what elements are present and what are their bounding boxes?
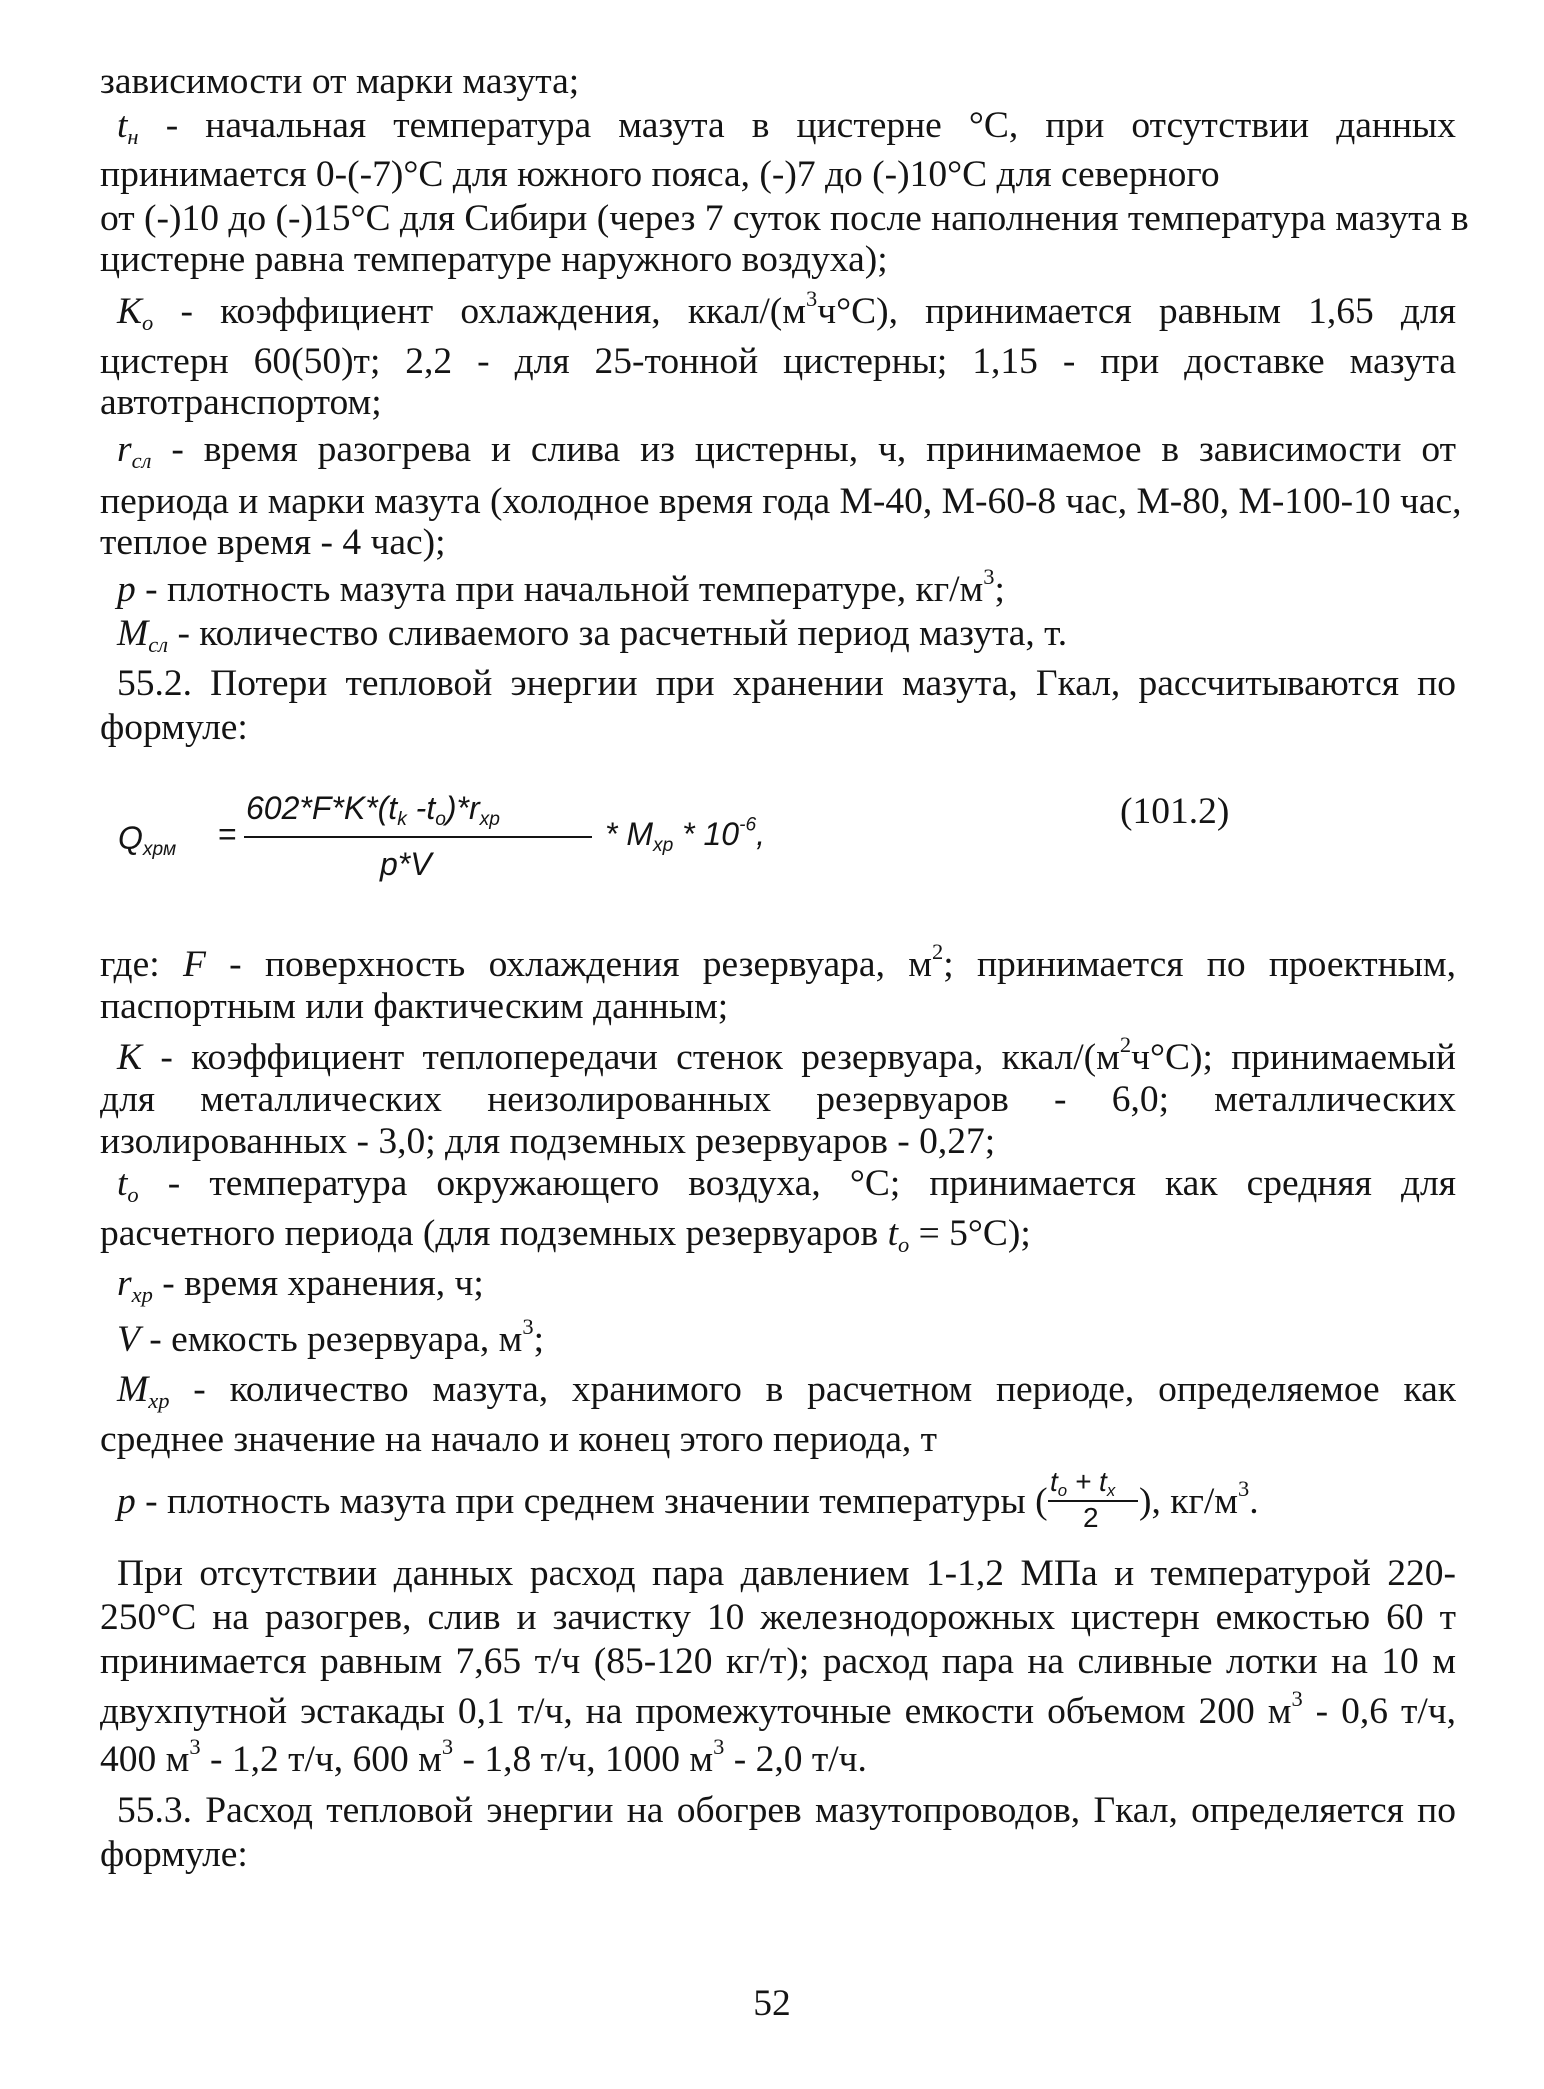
text-line: ), $кг/м^3$. <box>1139 1476 1259 1522</box>
section-heading-55-2: 55.2. Потери тепловой энергии при хранении мазута, Гкал, рассчитываются по <box>117 663 1456 704</box>
text-line: двухпутной эстакады 0,1 т/ч, на промежуточные емкости объемом 200 $м^3 - 0,6$ т/ч, <box>100 1686 1456 1732</box>
text-line: принимается 0-(-7)°С для южного пояса, (-)7 до (-)10°С для северного <box>100 154 1220 195</box>
inline-fraction-numerator: $t_o + t_x$ <box>1050 1466 1116 1501</box>
formula-equals: = <box>218 816 237 852</box>
page-number: 52 <box>753 1983 791 2024</box>
definition-f: где: F - поверхность охлаждения резервуара, $м^2$; принимается по проектным, <box>100 939 1457 985</box>
definition-m-sl: $М_{сл}$ - количество сливаемого за расчетный период мазута, т. <box>117 613 1068 657</box>
formula-denominator: p*V <box>380 846 432 882</box>
text-line: от (-)10 до (-)15°С для Сибири (через 7 суток после наполнения температура мазута в <box>100 198 1469 239</box>
definition-m-xp: $М_{хр}$ - количество мазута, хранимого в расчетном периоде, определяемое как <box>117 1369 1456 1413</box>
text-line: зависимости от марки мазута; <box>100 61 580 102</box>
text-line: среднее значение на начало и конец этого периода, т <box>100 1419 938 1460</box>
text-line: автотранспортом; <box>100 382 382 423</box>
text-line: периода и марки мазута (холодное время года М-40, М-60-8 час, М-80, М-100-10 час, <box>100 481 1462 522</box>
definition-t-o: $t_o$ - температура окружающего воздуха, °С; принимается как средняя для <box>117 1163 1456 1207</box>
inline-fraction-denominator: 2 <box>1083 1502 1099 1533</box>
definition-rho: р - плотность мазута при начальной температуре, $кг/м^3$; <box>117 564 1005 610</box>
formula-tail: * $M_{xp} * 10^{-6}$, <box>605 814 766 856</box>
paragraph-steam: При отсутствии данных расход пара давлением 1-1,2 МПа и температурой 220- <box>117 1553 1456 1594</box>
text-line: расчетного периода (для подземных резервуаров $t_o = 5^\circ С$); <box>100 1213 1031 1257</box>
text-line: цистерне равна температуре наружного воздуха); <box>100 239 888 280</box>
text-line: 400 $м^3 - 1,2$ т/ч, 600 $м^3 - 1,8$ т/ч, 1000 $м^3 - 2,0$ т/ч. <box>100 1734 867 1780</box>
text-line: изолированных - 3,0; для подземных резервуаров - 0,27; <box>100 1121 996 1162</box>
formula-numerator: $602*F*K*(t_k$ $-t_o)*r_{xp}$ <box>246 790 500 830</box>
definition-k-o: $K_o$ - коэффициент охлаждения, ккал/$(м^3ч^\circ С)$, принимается равным 1,65 для <box>117 286 1456 335</box>
section-heading-55-3: 55.3. Расход тепловой энергии на обогрев мазутопроводов, Гкал, определяется по <box>117 1790 1456 1831</box>
text-line: принимается равным 7,65 т/ч (85-120 кг/т); расход пара на сливные лотки на 10 м <box>100 1641 1456 1682</box>
definition-v: V - емкость резервуара, $м^3$; <box>117 1314 544 1360</box>
definition-t-n: $t_н$ - начальная температура мазута в цистерне °С, при отсутствии данных <box>117 105 1457 149</box>
formula-fraction-bar <box>244 836 592 838</box>
formula-lhs: $Q_{хрм}$ <box>118 820 177 860</box>
definition-r-xp: $r_{хр}$ - время хранения, ч; <box>117 1263 484 1307</box>
text-line: теплое время - 4 час); <box>100 522 446 563</box>
text-line: паспортным или фактическим данным; <box>100 986 729 1027</box>
definition-r-sl: $r_{сл}$ - время разогрева и слива из цистерны, ч, принимаемое в зависимости от <box>117 429 1456 473</box>
text-line: для металлических неизолированных резервуаров - 6,0; металлических <box>100 1079 1456 1120</box>
definition-rho-mean: р - плотность мазута при среднем значении температуры ( <box>117 1481 1048 1522</box>
text-line: формуле: <box>100 1834 248 1875</box>
text-line: 250°С на разогрев, слив и зачистку 10 железнодорожных цистерн емкостью 60 т <box>100 1597 1456 1638</box>
formula-number: (101.2) <box>1120 791 1230 832</box>
definition-k: K - коэффициент теплопередачи стенок резервуара, ккал/$(м^2ч^\circ С)$; принимаемый <box>117 1032 1456 1078</box>
text-line: цистерн 60(50)т; 2,2 - для 25-тонной цистерны; 1,15 - при доставке мазута <box>100 341 1456 382</box>
text-line: формуле: <box>100 707 248 748</box>
